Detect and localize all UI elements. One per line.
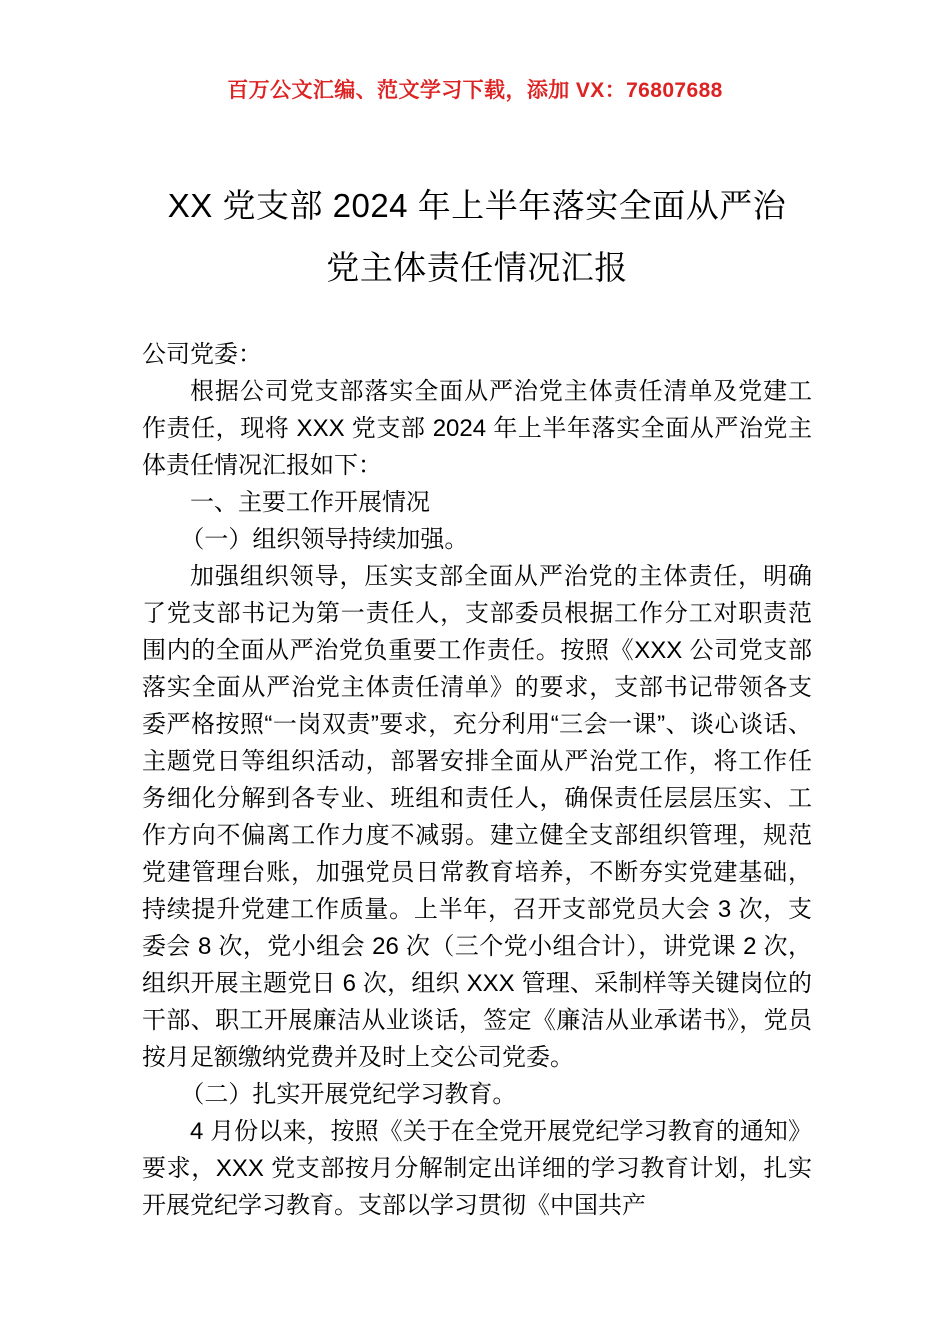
page-title-line-1: XX 党支部 2024 年上半年落实全面从严治 bbox=[167, 187, 787, 224]
heading-section-1-2: （二）扎实开展党纪学习教育。 bbox=[180, 1081, 517, 1108]
page-title bbox=[142, 175, 812, 299]
paragraph-section-1-2-body: 4 月份以来，按照《关于在全党开展党纪学习教育的通知》要求，XXX 党支部按月分解制定出详细的学习教育计划，扎实开展党纪学习教育。支部以学习贯彻《中国共产 bbox=[142, 1118, 812, 1219]
heading-section-1: 一、主要工作开展情况 bbox=[190, 489, 430, 516]
heading-section-1-1: （一）组织领导持续加强。 bbox=[180, 526, 469, 553]
paragraph-section-1-1-body: 加强组织领导，压实支部全面从严治党的主体责任，明确了党支部书记为第一责任人，支部委员根据工作分工对职责范围内的全面从严治党负重要工作责任。按照《XXX 公司党支部落实全面从严治党主体责任清单》的要求，支部书记带领各支委严格按照“一岗双责”要求，充分利用“三会一课”、谈心谈话、主题党日等组织活动，部署安排全面从严治党工作，将工作任务细化分解到各专业、班组和责任人，确保责任层层压实、工作方向不偏离工作力度不减弱。建立健全支部组织管理，规范党建管理台账，加强党员日常教育培养，不断夯实党建基础，持续提升党建工作质量。上半年，召开支部党员大会 3 次，支委会 8 次，党小组会 26 次（三个党小组合计），讲党课 2 次，组织开展主题党日 6 次，组织 XXX 管理、采制样等关键岗位的干部、职工开展廉洁从业谈话，签定《廉洁从业承诺书》，党员按月足额缴纳党费并及时上交公司党委。 bbox=[142, 563, 812, 1071]
paragraph-intro: 根据公司党支部落实全面从严治党主体责任清单及党建工作责任，现将 XXX 党支部 2024 年上半年落实全面从严治党主体责任情况汇报如下： bbox=[142, 378, 812, 479]
promo-watermark-banner: 百万公文汇编、范文学习下载，添加 VX：76807688 bbox=[227, 79, 723, 102]
page-title-line-2: 党主体责任情况汇报 bbox=[326, 249, 628, 286]
salutation: 公司党委： bbox=[142, 341, 262, 368]
document-body bbox=[142, 336, 812, 1224]
